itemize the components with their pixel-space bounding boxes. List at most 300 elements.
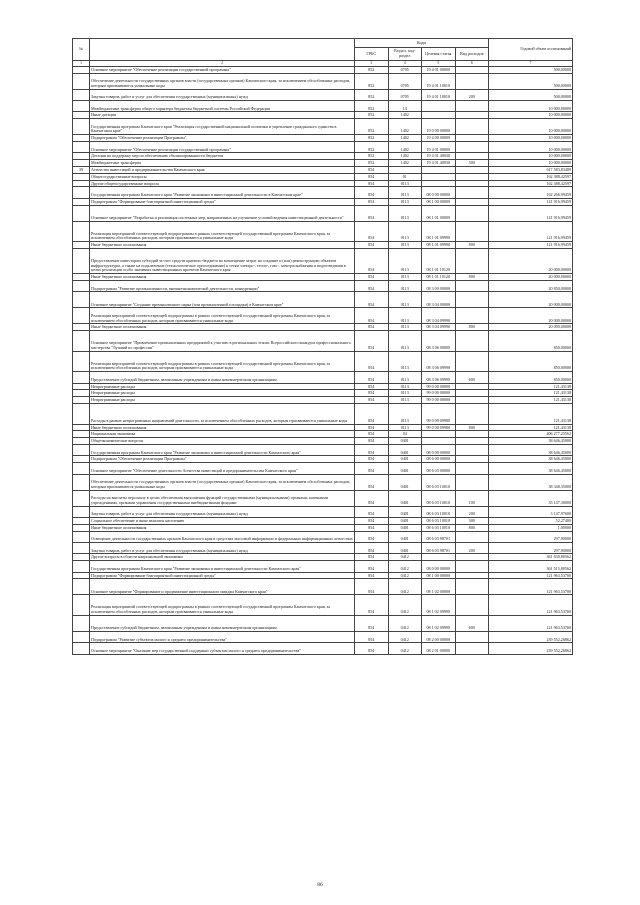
row-name: Социальное обеспечение и иные выплаты населению xyxy=(90,518,355,525)
row-vid xyxy=(455,572,489,579)
row-target xyxy=(422,431,456,438)
row-number xyxy=(73,390,90,397)
row-number xyxy=(73,248,90,273)
row-name: Непрограммные расходы xyxy=(90,383,355,390)
row-target: 08 6 03 10010 xyxy=(422,506,456,517)
row-target: 08 1 02 09990 xyxy=(422,595,456,616)
row-number xyxy=(73,331,90,352)
table-row xyxy=(73,119,573,135)
row-vid: 800 xyxy=(455,242,489,249)
table-row xyxy=(73,463,573,474)
row-amount: 297,90000 xyxy=(489,531,573,542)
row-grbs: 854 xyxy=(355,524,389,531)
row-vid xyxy=(455,331,489,352)
row-vid xyxy=(455,112,489,119)
row-amount: 10 000,00000 xyxy=(489,119,573,135)
table-row xyxy=(73,160,573,167)
col-index-7: 7 xyxy=(489,61,573,67)
row-grbs: 854 xyxy=(355,572,389,579)
table-row xyxy=(73,524,573,531)
row-amount: 121,43138 xyxy=(489,383,573,390)
row-amount: 10 000,00000 xyxy=(489,160,573,167)
row-grbs: 854 xyxy=(355,324,389,331)
row-target xyxy=(422,554,456,561)
row-name: Подпрограмма "Развитие субъектов малого и среднего предпринимательства" xyxy=(90,631,355,642)
row-vid xyxy=(455,561,489,572)
row-amount: 361 630,80562 xyxy=(489,554,573,561)
table-row xyxy=(73,331,573,352)
row-amount: 297,90000 xyxy=(489,543,573,554)
row-number xyxy=(73,397,90,404)
table-row xyxy=(73,404,573,425)
row-vid xyxy=(455,187,489,198)
row-razdel: 0401 xyxy=(388,531,422,542)
table-row xyxy=(73,221,573,242)
row-name: Дотации на поддержку мер по обеспечению сбалансированности бюджетов xyxy=(90,153,355,160)
header-name xyxy=(90,39,355,61)
header-razdel: Раздел, под-раздел xyxy=(388,48,422,61)
table-row xyxy=(73,631,573,642)
row-name: Другие вопросы в области национальной экономики xyxy=(90,554,355,561)
row-number xyxy=(73,506,90,517)
row-grbs: 854 xyxy=(355,351,389,372)
row-number xyxy=(73,518,90,525)
row-razdel: 0401 xyxy=(388,543,422,554)
row-number xyxy=(73,524,90,531)
row-vid xyxy=(455,431,489,438)
row-razdel: 0113 xyxy=(388,351,422,372)
row-target: 99 0 00 00000 xyxy=(422,383,456,390)
row-grbs: 852 xyxy=(355,73,389,89)
row-grbs: 852 xyxy=(355,119,389,135)
row-name: Предоставление субсидий бюджетным, автономным учреждениям и иным некоммерческим организациям xyxy=(90,372,355,383)
row-vid xyxy=(455,166,489,173)
row-number xyxy=(73,66,90,73)
table-row xyxy=(73,431,573,438)
row-razdel: 0113 xyxy=(388,221,422,242)
row-amount: 10 000,00000 xyxy=(489,153,573,160)
table-row xyxy=(73,280,573,291)
row-name: Общегосударственные вопросы xyxy=(90,173,355,180)
row-grbs: 854 xyxy=(355,561,389,572)
row-amount: 52,27400 xyxy=(489,518,573,525)
row-number xyxy=(73,89,90,100)
row-target: 19 0 00 00000 xyxy=(422,119,456,135)
row-name: Расходы в рамках непрограммных направлений деятельности, за исключением обособленных расходов, которым присваиваются уникальные коды xyxy=(90,404,355,425)
row-name: Иные бюджетные ассигнования xyxy=(90,524,355,531)
row-name: Межбюджетные трансферты xyxy=(90,160,355,167)
row-grbs: 854 xyxy=(355,445,389,456)
row-razdel: 0113 xyxy=(388,292,422,308)
row-number xyxy=(73,187,90,198)
row-grbs: 854 xyxy=(355,474,389,490)
row-name: Основное мероприятие "Создание промышленного парка (или промышленной площадки) в Камчатском крае" xyxy=(90,292,355,308)
row-amount: 162 388,42597 xyxy=(489,180,573,187)
row-razdel: 0113 xyxy=(388,308,422,324)
row-amount: 20 000,00000 xyxy=(489,274,573,281)
row-vid xyxy=(455,404,489,425)
row-name: Другие общегосударственные вопросы xyxy=(90,180,355,187)
row-number xyxy=(73,561,90,572)
row-razdel: 04 xyxy=(388,431,422,438)
row-razdel: 0113 xyxy=(388,390,422,397)
row-name: Подпрограмма "Формирование благоприятной инвестиционной среды" xyxy=(90,572,355,579)
row-number xyxy=(73,141,90,152)
row-vid xyxy=(455,119,489,135)
row-name: Реализация мероприятий соответствующей подпрограммы в рамках соответствующей государственной программы Камчатского края, за исключением обособленных расходов, которым присваиваются уникальные коды xyxy=(90,308,355,324)
row-razdel: 0113 xyxy=(388,397,422,404)
row-grbs: 854 xyxy=(355,166,389,173)
row-name: Закупка товаров, работ и услуг для обеспечения государственных (муниципальных) нужд xyxy=(90,543,355,554)
row-vid xyxy=(455,438,489,445)
row-target: 99 0 00 00000 xyxy=(422,397,456,404)
row-amount: 38 646,45000 xyxy=(489,456,573,463)
col-index-4: 4 xyxy=(388,61,422,67)
row-amount: 850,00000 xyxy=(489,331,573,352)
row-target: 08 3 04 09990 xyxy=(422,324,456,331)
row-number xyxy=(73,292,90,308)
row-target: 08 6 00 00000 xyxy=(422,456,456,463)
row-name: Государственная программа Камчатского края "Развитие экономики и инвестиционной деятельности в Камчатском крае" xyxy=(90,187,355,198)
row-razdel: 14 xyxy=(388,100,422,111)
row-vid: 500 xyxy=(455,160,489,167)
row-vid xyxy=(455,308,489,324)
row-vid xyxy=(455,100,489,111)
row-number xyxy=(73,543,90,554)
row-razdel: 0401 xyxy=(388,474,422,490)
document-page xyxy=(72,38,573,655)
row-grbs: 854 xyxy=(355,308,389,324)
col-index-1: 1 xyxy=(73,61,90,67)
row-amount: 10 000,00000 xyxy=(489,135,573,142)
row-razdel: 1402 xyxy=(388,135,422,142)
row-razdel: 0705 xyxy=(388,66,422,73)
row-target: 08 1 00 00000 xyxy=(422,572,456,579)
row-amount: 10 000,00000 xyxy=(489,141,573,152)
row-grbs: 854 xyxy=(355,187,389,198)
table-row xyxy=(73,518,573,525)
row-razdel: 0113 xyxy=(388,424,422,431)
row-number xyxy=(73,372,90,383)
row-grbs: 854 xyxy=(355,390,389,397)
row-amount: 121 916,99459 xyxy=(489,242,573,249)
table-row xyxy=(73,112,573,119)
row-name: Обеспечение деятельности государственных органов власти (государственных органов) Камчатского края, за исключением обособленных расходов, которым присваиваются уникальные коды xyxy=(90,474,355,490)
row-target: 08 1 02 00000 xyxy=(422,579,456,595)
row-number xyxy=(73,456,90,463)
row-grbs: 852 xyxy=(355,89,389,100)
row-number xyxy=(73,242,90,249)
row-grbs: 854 xyxy=(355,554,389,561)
row-amount: 38 348,35000 xyxy=(489,474,573,490)
row-name: Основное мероприятие "Оказание мер государственной поддержки субъектам малого и среднего предпринимательства" xyxy=(90,643,355,654)
row-razdel: 0401 xyxy=(388,438,422,445)
row-number xyxy=(73,180,90,187)
row-amount: 38 646,45000 xyxy=(489,445,573,456)
budget-table xyxy=(72,38,573,655)
row-grbs: 854 xyxy=(355,404,389,425)
row-name: Государственная программа Камчатского края "Реализация государственной национальной политики и укрепление гражданского единства в Камчатском крае" xyxy=(90,119,355,135)
table-row xyxy=(73,153,573,160)
row-name: Иные бюджетные ассигнования xyxy=(90,274,355,281)
row-grbs: 854 xyxy=(355,506,389,517)
row-razdel: 01 xyxy=(388,173,422,180)
row-name: Иные дотации xyxy=(90,112,355,119)
row-target: 19 4 01 40030 xyxy=(422,160,456,167)
table-row xyxy=(73,531,573,542)
row-vid xyxy=(455,280,489,291)
row-vid xyxy=(455,198,489,205)
table-row xyxy=(73,141,573,152)
row-grbs: 854 xyxy=(355,205,389,221)
row-name: Подпрограмма "Развитие промышленности, внешнеэкономической деятельности, конкуренции" xyxy=(90,280,355,291)
table-row xyxy=(73,506,573,517)
row-number xyxy=(73,572,90,579)
row-target: 08 3 06 00000 xyxy=(422,331,456,352)
row-target: 08 6 03 98701 xyxy=(422,531,456,542)
row-grbs: 854 xyxy=(355,397,389,404)
row-number xyxy=(73,324,90,331)
table-row xyxy=(73,456,573,463)
row-vid xyxy=(455,554,489,561)
row-number xyxy=(73,474,90,490)
row-target xyxy=(422,438,456,445)
row-target: 08 1 01 09990 xyxy=(422,242,456,249)
row-number xyxy=(73,221,90,242)
row-name: Национальная экономика xyxy=(90,431,355,438)
row-number xyxy=(73,383,90,390)
row-grbs: 854 xyxy=(355,424,389,431)
row-number xyxy=(73,280,90,291)
row-razdel: 0401 xyxy=(388,490,422,506)
row-razdel: 0113 xyxy=(388,198,422,205)
row-number xyxy=(73,424,90,431)
table-row xyxy=(73,89,573,100)
row-grbs: 854 xyxy=(355,180,389,187)
row-number xyxy=(73,445,90,456)
row-razdel: 0113 xyxy=(388,242,422,249)
row-amount: 406 277,25562 xyxy=(489,431,573,438)
row-number xyxy=(73,112,90,119)
row-vid: 800 xyxy=(455,324,489,331)
table-row xyxy=(73,372,573,383)
row-razdel: 0113 xyxy=(388,280,422,291)
table-row xyxy=(73,554,573,561)
row-vid xyxy=(455,631,489,642)
row-target: 08 3 04 00000 xyxy=(422,292,456,308)
row-target: 08 6 03 10010 xyxy=(422,474,456,490)
row-number xyxy=(73,198,90,205)
row-amount: 361 515,80562 xyxy=(489,561,573,572)
row-grbs: 854 xyxy=(355,438,389,445)
row-vid xyxy=(455,474,489,490)
row-name: Реализация мероприятий соответствующей подпрограммы в рамках соответствующей государственной программы Камчатского края, за исключением обособленных расходов, которым присваиваются уникальные коды xyxy=(90,351,355,372)
row-grbs: 854 xyxy=(355,173,389,180)
row-amount: 850,00000 xyxy=(489,351,573,372)
row-grbs: 854 xyxy=(355,372,389,383)
row-grbs: 854 xyxy=(355,456,389,463)
row-target xyxy=(422,166,456,173)
table-row xyxy=(73,187,573,198)
row-razdel: 0412 xyxy=(388,595,422,616)
table-row xyxy=(73,248,573,273)
row-grbs: 854 xyxy=(355,579,389,595)
row-target: 19 4 01 00000 xyxy=(422,141,456,152)
row-razdel: 0412 xyxy=(388,579,422,595)
row-name: Реализация мероприятий соответствующей подпрограммы в рамках соответствующей государственной программы Камчатского края, за исключением обособленных расходов, которым присваиваются уникальные коды xyxy=(90,221,355,242)
row-name: Предоставление субсидий бюджетным, автономным учреждениям и иным некоммерческим организациям xyxy=(90,615,355,631)
table-row xyxy=(73,135,573,142)
row-vid xyxy=(455,292,489,308)
row-razdel: 0113 xyxy=(388,383,422,390)
row-name: Подпрограмма "Формирование благоприятной инвестиционной среды" xyxy=(90,198,355,205)
row-target xyxy=(422,173,456,180)
header-vid: Вид расходов xyxy=(455,48,489,61)
row-razdel xyxy=(388,166,422,173)
row-amount: 141 916,99459 xyxy=(489,205,573,221)
row-razdel: 0113 xyxy=(388,404,422,425)
row-target: 08 0 00 00000 xyxy=(422,187,456,198)
row-razdel: 1402 xyxy=(388,119,422,135)
row-razdel: 0705 xyxy=(388,73,422,89)
row-target: 08 0 00 00000 xyxy=(422,445,456,456)
row-target: 08 0 00 00000 xyxy=(422,561,456,572)
row-target: 19 4 01 10010 xyxy=(422,73,456,89)
row-vid: 100 xyxy=(455,490,489,506)
row-name: Иные бюджетные ассигнования xyxy=(90,242,355,249)
row-vid xyxy=(455,221,489,242)
row-target: 99 0 00 09980 xyxy=(422,424,456,431)
row-name: Иные бюджетные ассигнования xyxy=(90,424,355,431)
row-razdel: 0113 xyxy=(388,274,422,281)
row-vid xyxy=(455,579,489,595)
table-row xyxy=(73,543,573,554)
row-number xyxy=(73,595,90,616)
row-vid: 800 xyxy=(455,274,489,281)
row-target: 08 1 01 10120 xyxy=(422,274,456,281)
row-amount: 20 000,00000 xyxy=(489,324,573,331)
row-target: 08 6 03 98701 xyxy=(422,543,456,554)
row-target: 19 4 00 00000 xyxy=(422,135,456,142)
row-grbs: 852 xyxy=(355,160,389,167)
row-number xyxy=(73,490,90,506)
table-row xyxy=(73,390,573,397)
row-razdel: 1402 xyxy=(388,112,422,119)
row-name: Предоставление инвесторам субсидий за счет средств краевого бюджета на возмещение затрат на создание и (или) реконструкцию объектов инфраструктуры, а также на подключение (технологическое присоединение) к сетям электро-, тепло-, газо-, электроснабжения и водоотведения в целях реализации особо значимых инвестиционных проектов Камчатского края xyxy=(90,248,355,273)
row-name: Основное мероприятие "Обеспечение реализации государственной программы" xyxy=(90,141,355,152)
row-name: Непрограммные расходы xyxy=(90,390,355,397)
row-amount: 162 388,42597 xyxy=(489,173,573,180)
row-razdel: 1402 xyxy=(388,141,422,152)
row-razdel: 0412 xyxy=(388,615,422,631)
row-vid: 200 xyxy=(455,543,489,554)
row-vid: 300 xyxy=(455,518,489,525)
table-row xyxy=(73,383,573,390)
row-number xyxy=(73,615,90,631)
page-number: 86 xyxy=(317,882,323,888)
row-vid xyxy=(455,531,489,542)
row-grbs: 854 xyxy=(355,383,389,390)
row-grbs: 854 xyxy=(355,292,389,308)
row-name: Реализация мероприятий соответствующей подпрограммы в рамках соответствующей государственной программы Камчатского края, за исключением обособленных расходов, которым присваиваются уникальные коды xyxy=(90,595,355,616)
row-target: 08 6 03 10010 xyxy=(422,518,456,525)
row-amount: 20 850,00000 xyxy=(489,280,573,291)
row-amount: 121,43138 xyxy=(489,424,573,431)
row-name: Закупка товаров, работ и услуг для обеспечения государственных (муниципальных) нужд xyxy=(90,506,355,517)
row-vid xyxy=(455,463,489,474)
row-razdel: 0113 xyxy=(388,372,422,383)
row-target: 08 1 01 10120 xyxy=(422,248,456,273)
table-row xyxy=(73,166,573,173)
row-razdel: 0705 xyxy=(388,89,422,100)
row-vid xyxy=(455,595,489,616)
row-amount: 500,00000 xyxy=(489,73,573,89)
row-number xyxy=(73,643,90,654)
row-razdel: 0401 xyxy=(388,463,422,474)
row-amount: 121 963,53700 xyxy=(489,615,573,631)
row-razdel: 0113 xyxy=(388,248,422,273)
row-amount: 239 552,26862 xyxy=(489,643,573,654)
row-grbs: 854 xyxy=(355,248,389,273)
row-target: 08 6 03 10010 xyxy=(422,490,456,506)
col-index-5: 5 xyxy=(422,61,456,67)
table-row xyxy=(73,180,573,187)
row-vid xyxy=(455,456,489,463)
row-grbs: 852 xyxy=(355,100,389,111)
table-row xyxy=(73,572,573,579)
row-target: 08 3 04 09990 xyxy=(422,308,456,324)
row-target: 08 2 00 00000 xyxy=(422,631,456,642)
row-target: 08 1 01 09990 xyxy=(422,221,456,242)
row-razdel: 0113 xyxy=(388,180,422,187)
col-index-3: 3 xyxy=(355,61,389,67)
row-grbs: 854 xyxy=(355,543,389,554)
row-vid xyxy=(455,397,489,404)
row-grbs: 854 xyxy=(355,615,389,631)
row-name: Иные бюджетные ассигнования xyxy=(90,324,355,331)
row-amount: 38 646,45000 xyxy=(489,438,573,445)
row-target xyxy=(422,180,456,187)
table-row xyxy=(73,242,573,249)
row-amount: 141 916,99459 xyxy=(489,198,573,205)
table-row xyxy=(73,198,573,205)
row-amount: 1,00000 xyxy=(489,524,573,531)
row-razdel: 0113 xyxy=(388,331,422,352)
row-number xyxy=(73,579,90,595)
row-number xyxy=(73,119,90,135)
row-amount: 121 963,53700 xyxy=(489,572,573,579)
row-target xyxy=(422,100,456,111)
row-target: 08 3 06 09990 xyxy=(422,351,456,372)
row-razdel: 1402 xyxy=(388,160,422,167)
col-index-2: 2 xyxy=(90,61,355,67)
row-number xyxy=(73,205,90,221)
row-name: Основное мероприятие "Разработка и реализация системных мер, направленных на улучшение условий ведения инвестиционной деятельности" xyxy=(90,205,355,221)
header-codes: Коды xyxy=(355,39,489,48)
row-target: 08 1 02 09990 xyxy=(422,615,456,631)
row-amount: 500,00000 xyxy=(489,89,573,100)
table-row xyxy=(73,100,573,111)
row-grbs: 854 xyxy=(355,198,389,205)
row-razdel: 0412 xyxy=(388,643,422,654)
table-row xyxy=(73,424,573,431)
row-number xyxy=(73,631,90,642)
row-target: 08 1 01 00000 xyxy=(422,205,456,221)
table-row xyxy=(73,615,573,631)
table-row xyxy=(73,205,573,221)
row-amount: 38 646,45000 xyxy=(489,463,573,474)
row-amount: 239 552,26862 xyxy=(489,631,573,642)
